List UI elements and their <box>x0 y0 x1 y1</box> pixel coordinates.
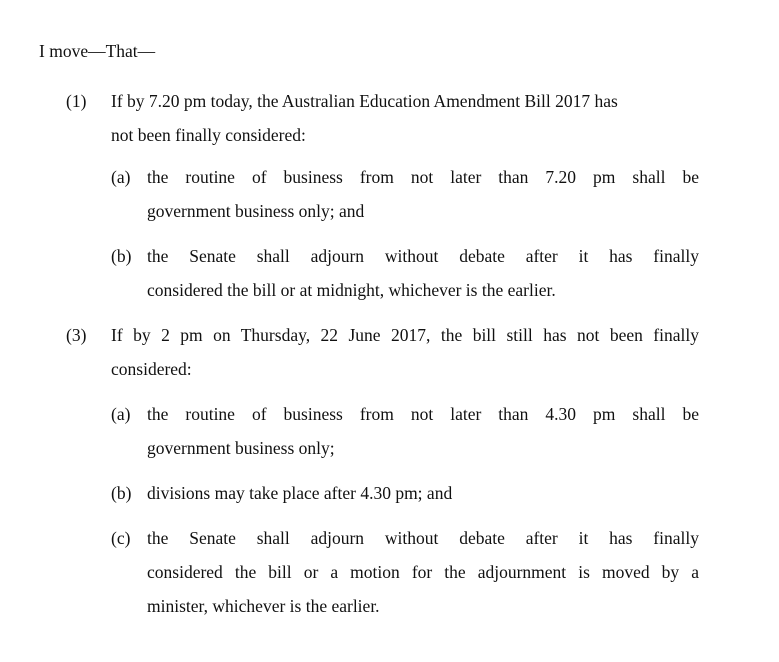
item-3-a-letter: (a) <box>111 404 131 424</box>
item-3-b-letter: (b) <box>111 483 132 503</box>
item-3-a-line-2: government business only; <box>147 438 335 458</box>
item-3-a-line-1: the routine of business from not later than 4.30 pm shall be <box>147 404 699 424</box>
item-1-b-line-1: the Senate shall adjourn without debate after it has finally <box>147 246 699 266</box>
item-3-number: (3) <box>66 325 87 345</box>
item-1-text <box>111 84 699 152</box>
item-1-b-text <box>147 239 699 307</box>
item-3-c-text <box>147 521 699 623</box>
item-1-b-line-2: considered the bill or at midnight, whichever is the earlier. <box>147 280 556 300</box>
item-3-c-line-1: the Senate shall adjourn without debate after it has finally <box>147 528 699 548</box>
item-1-a-line-2: government business only; and <box>147 201 365 221</box>
item-3-c-line-3: minister, whichever is the earlier. <box>147 596 380 616</box>
item-1-a-text <box>147 160 699 228</box>
item-3-text <box>111 318 699 386</box>
item-3-line-1: If by 2 pm on Thursday, 22 June 2017, the bill still has not been finally <box>111 325 699 345</box>
item-1-number: (1) <box>66 91 87 111</box>
item-3-c-letter: (c) <box>111 528 131 548</box>
item-3-a-text <box>147 397 699 465</box>
item-3-c-line-2: considered the bill or a motion for the adjournment is moved by a <box>147 562 699 582</box>
item-1-b-letter: (b) <box>111 246 132 266</box>
item-3-line-2: considered: <box>111 359 192 379</box>
item-3-b-text <box>147 476 699 510</box>
item-1-line-2: not been finally considered: <box>111 125 306 145</box>
item-3-b-line-1: divisions may take place after 4.30 pm; and <box>147 483 453 503</box>
item-1-a-line-1: the routine of business from not later than 7.20 pm shall be <box>147 167 699 187</box>
item-1-line-1: If by 7.20 pm today, the Australian Education Amendment Bill 2017 has <box>111 91 618 111</box>
motion-intro: I move—That— <box>39 41 156 61</box>
item-1-a-letter: (a) <box>111 167 131 187</box>
